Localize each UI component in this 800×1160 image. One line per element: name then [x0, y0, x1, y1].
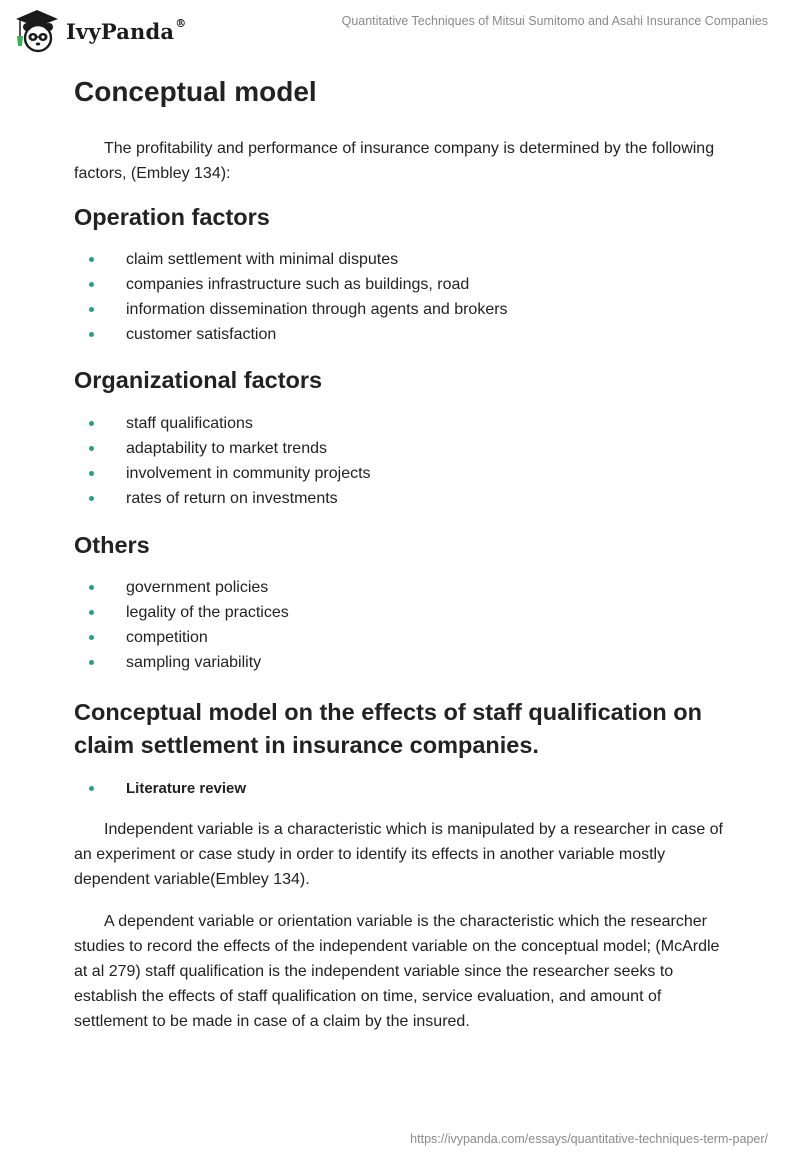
- brand-logo[interactable]: [14, 8, 186, 54]
- list-item: companies infrastructure such as buildings, road: [74, 272, 734, 297]
- source-url[interactable]: https://ivypanda.com/essays/quantitative-techniques-term-paper/: [410, 1132, 768, 1146]
- literature-review-item: Literature review: [74, 776, 734, 801]
- list-item: competition: [74, 625, 734, 650]
- list-item: government policies: [74, 575, 734, 600]
- article-content: [74, 70, 734, 1034]
- organizational-factors-list: [74, 411, 734, 511]
- section-heading-organizational: Organizational factors: [74, 367, 323, 394]
- panda-graduate-icon: [14, 8, 60, 54]
- list-item: customer satisfaction: [74, 322, 734, 347]
- others-list: [74, 575, 734, 675]
- operation-factors-list: [74, 247, 734, 347]
- paragraph-independent-variable: Independent variable is a characteristic which is manipulated by a researcher in case of an experiment or case study in order to identify its effects in another variable mostly dependent variable(Embley 134).: [74, 821, 723, 889]
- section-heading-others: Others: [74, 531, 150, 558]
- section-heading-operation: Operation factors: [74, 204, 270, 230]
- list-item: adaptability to market trends: [74, 436, 734, 461]
- list-item: involvement in community projects: [74, 461, 734, 486]
- section-heading-model: Conceptual model on the effects of staff qualification on claim settlement in insurance companies.: [74, 699, 703, 759]
- list-item: rates of return on investments: [74, 486, 734, 511]
- paragraph-dependent-variable: A dependent variable or orientation variable is the characteristic which the researcher studies to record the effects of the independent variable on the conceptual model; (McArdle at al 279) staff qualification is the independent variable since the researcher seeks to establish the effects of staff qualification on time, service evaluation, and amount of settlement to be made in case of a claim by the insured.: [74, 913, 720, 1031]
- list-item: staff qualifications: [74, 411, 734, 436]
- literature-list: [74, 776, 734, 801]
- list-item: legality of the practices: [74, 600, 734, 625]
- list-item: information dissemination through agents and brokers: [74, 297, 734, 322]
- list-item: sampling variability: [74, 650, 734, 675]
- page-header: [0, 0, 800, 60]
- intro-paragraph: The profitability and performance of insurance company is determined by the following factors, (Embley 134):: [74, 140, 715, 182]
- list-item: claim settlement with minimal disputes: [74, 247, 734, 272]
- brand-name: IvyPanda®: [66, 16, 187, 44]
- document-title: Quantitative Techniques of Mitsui Sumitomo and Asahi Insurance Companies: [341, 14, 768, 28]
- page-title: Conceptual model: [74, 76, 317, 107]
